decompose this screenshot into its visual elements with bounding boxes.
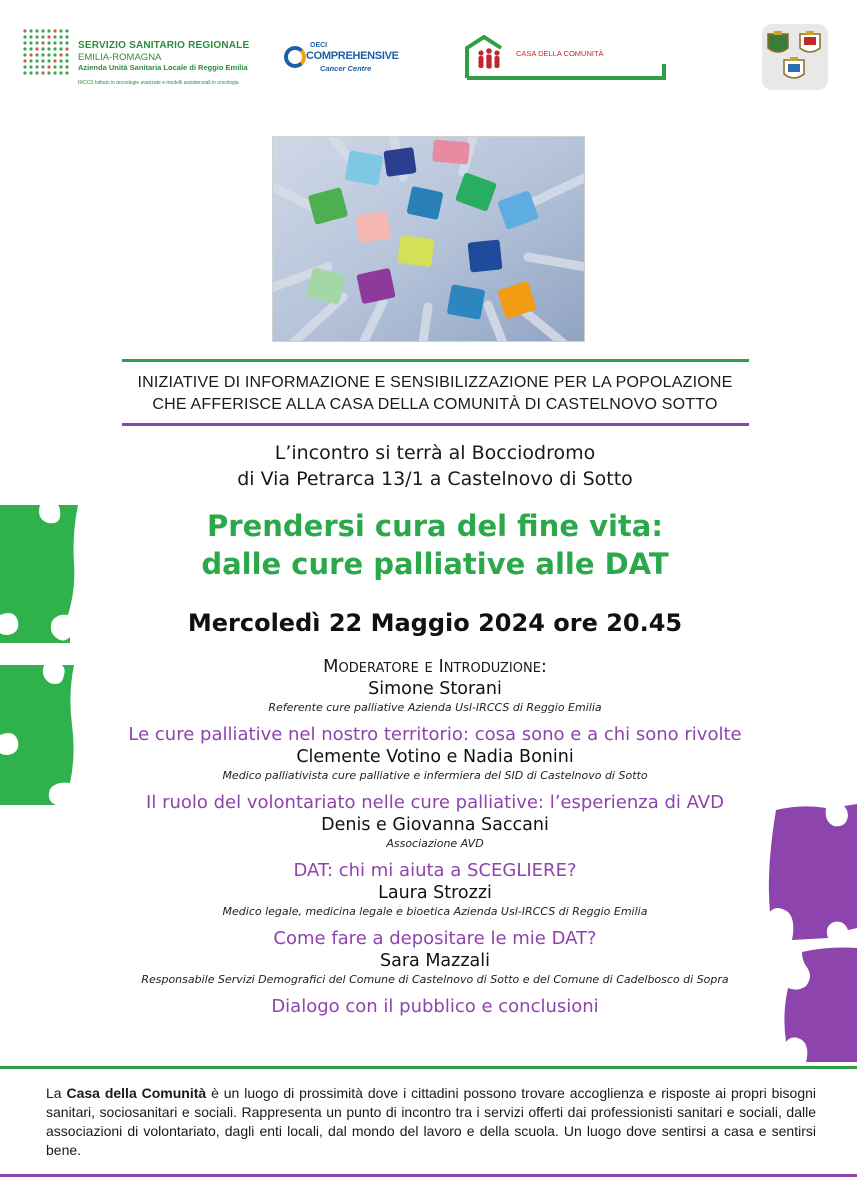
program [110,655,760,1019]
logo-dot [41,29,44,32]
logo-dot [41,53,44,56]
logo-dot [23,71,26,74]
intro-line-2: CHE AFFERISCE ALLA CASA DELLA COMUNITÀ DI CASTELNOVO SOTTO [152,396,718,413]
event-date: Mercoledì 22 Maggio 2024 ore 20.45 [187,609,683,637]
logo-dot [47,59,50,62]
speaker-name: Laura Strozzi [378,883,492,903]
hero-image [272,136,585,342]
intro-bottom-rule [122,423,749,426]
footer-bottom-rule [0,1174,857,1177]
title-line-2: dalle cure palliative alle DAT [201,547,669,581]
logo-dot [59,59,62,62]
logo-dot [41,41,44,44]
logo-dot [65,59,68,62]
logo-dot [53,59,56,62]
logo-dot [53,41,56,44]
logo-dot [65,71,68,74]
logo-dot [59,53,62,56]
logo-dot [47,35,50,38]
speaker-name: Denis e Giovanna Saccani [321,815,549,835]
footer-post: è un luogo di prossimità dove i cittadini possono trovare accoglienza e risposte ai propri bisogni sanitari, sociosanitari e sociali. Rappresenta un punto di incontro tra i servizi offerti dai professionisti sanitari e sociali, dalle associazioni di volontariato, dagli enti locali, dal mondo del lavoro e della scuola. Un luogo dove sentirsi a casa e sentirsi bene. [46,1085,817,1158]
program-item [110,723,760,783]
speaker-role: Responsabile Servizi Demografici del Comune di Castelnovo di Sotto e del Comune di Cadelbosco di Sopra [141,973,729,986]
title-line-1: Prendersi cura del fine vita: [207,509,663,543]
logo-dot [23,65,26,68]
logo-dot [59,47,62,50]
intro-text [100,372,770,416]
logo-dot [53,71,56,74]
event-title [100,507,770,583]
speaker-name: Clemente Votino e Nadia Bonini [296,747,574,767]
ssr-title: SERVIZIO SANITARIO REGIONALE [78,40,250,51]
logo-dot [65,47,68,50]
intro-top-rule [122,359,749,362]
logo-dot [65,65,68,68]
cancer-centre-mark-icon [284,46,306,68]
logo-dot [23,29,26,32]
program-heading: Come fare a depositare le mie DAT? [273,928,597,949]
ssr-region: EMILIA-ROMAGNA [78,52,162,63]
logo-dot [47,53,50,56]
footer-top-rule [0,1066,857,1069]
speaker-role: Referente cure palliative Azienda Usl-IRCCS di Reggio Emilia [268,701,602,714]
logo-dot [65,35,68,38]
logo-dot [23,47,26,50]
logo-dot [23,53,26,56]
logo-dot [53,35,56,38]
purple-puzzle-icon [762,800,857,1062]
logo-dot [59,29,62,32]
logo-dot [47,71,50,74]
logo-dot [29,35,32,38]
logo-dot [23,35,26,38]
logo-dot [35,53,38,56]
logo-dot [29,29,32,32]
logo-dot [53,53,56,56]
logo-dot [23,59,26,62]
logo-dot [29,65,32,68]
logo-dot [53,47,56,50]
logo-dot [35,29,38,32]
logo-dot [41,65,44,68]
logo-dot [65,41,68,44]
speaker-role: Associazione AVD [386,837,484,850]
ssr-azienda: Azienda Unità Sanitaria Locale di Reggio Emilia [78,63,248,72]
cc-oeci: OECI [310,42,328,49]
logo-dot [41,59,44,62]
dot-grid-icon [22,28,70,76]
logo-dot [65,29,68,32]
logo-dot [29,71,32,74]
logo-dot [35,71,38,74]
speaker-name: Sara Mazzali [380,951,490,971]
logo-dot [41,35,44,38]
logo-dot [59,41,62,44]
program-item [110,927,760,987]
casa-comunita-logo [464,34,668,82]
logo-dot [35,35,38,38]
footer-bold: Casa della Comunità [66,1085,207,1101]
logo-dot [29,59,32,62]
house-frame-icon [464,34,668,82]
ssr-irccs: IRCCS Istituto in tecnologie avanzate e modelli assistenziali in oncologia [78,80,239,86]
logo-dot [59,65,62,68]
logo-dot [47,47,50,50]
program-heading: Le cure palliative nel nostro territorio: cosa sono e a chi sono rivolte [128,724,742,745]
speaker-name: Simone Storani [368,679,502,699]
logo-dot [59,35,62,38]
venue-line-1: L’incontro si terrà al Bocciodromo [274,442,596,464]
logo-dot [65,53,68,56]
speaker-role: Medico palliativista cure palliative e infermiera del SID di Castelnovo di Sotto [222,769,648,782]
program-item [110,791,760,851]
logo-dot [35,41,38,44]
closing-item: Dialogo con il pubblico e conclusioni [271,996,599,1017]
logo-dot [53,65,56,68]
casa-comunita-label: CASA DELLA COMUNITÀ [516,49,604,58]
green-puzzle-icon [0,505,80,805]
footer-pre: La [46,1085,67,1101]
puzzle-pieces-hands-icon [273,137,585,342]
logo-dot [53,29,56,32]
logo-dot [29,53,32,56]
logo-dot [35,65,38,68]
venue-line-2: di Via Petrarca 13/1 a Castelnovo di Sotto [237,468,633,490]
logo-dot [41,47,44,50]
cc-main: COMPREHENSIVE [306,50,399,62]
speaker-role: Medico legale, medicina legale e bioetica Azienda Usl-IRCCS di Reggio Emilia [222,905,648,918]
logo-dot [35,47,38,50]
logo-dot [35,59,38,62]
cancer-centre-logo [284,40,399,80]
logo-dot [29,47,32,50]
program-heading: Il ruolo del volontariato nelle cure palliative: l’esperienza di AVD [146,792,724,813]
program-item [110,859,760,919]
municipal-crests-icon [762,24,828,90]
logo-dot [47,41,50,44]
logo-dot [47,65,50,68]
program-heading: Moderatore e Introduzione: [323,656,547,677]
program-item [110,655,760,715]
intro-line-1: INIZIATIVE DI INFORMAZIONE E SENSIBILIZZAZIONE PER LA POPOLAZIONE [137,374,733,391]
program-heading: DAT: chi mi aiuta a SCEGLIERE? [293,860,577,881]
logo-dot [41,71,44,74]
footer-description [46,1084,816,1160]
logo-dot [59,71,62,74]
logo-dot [29,41,32,44]
cc-sub: Cancer Centre [320,64,372,73]
logo-dot [47,29,50,32]
logo-dot [23,41,26,44]
venue [100,440,770,492]
